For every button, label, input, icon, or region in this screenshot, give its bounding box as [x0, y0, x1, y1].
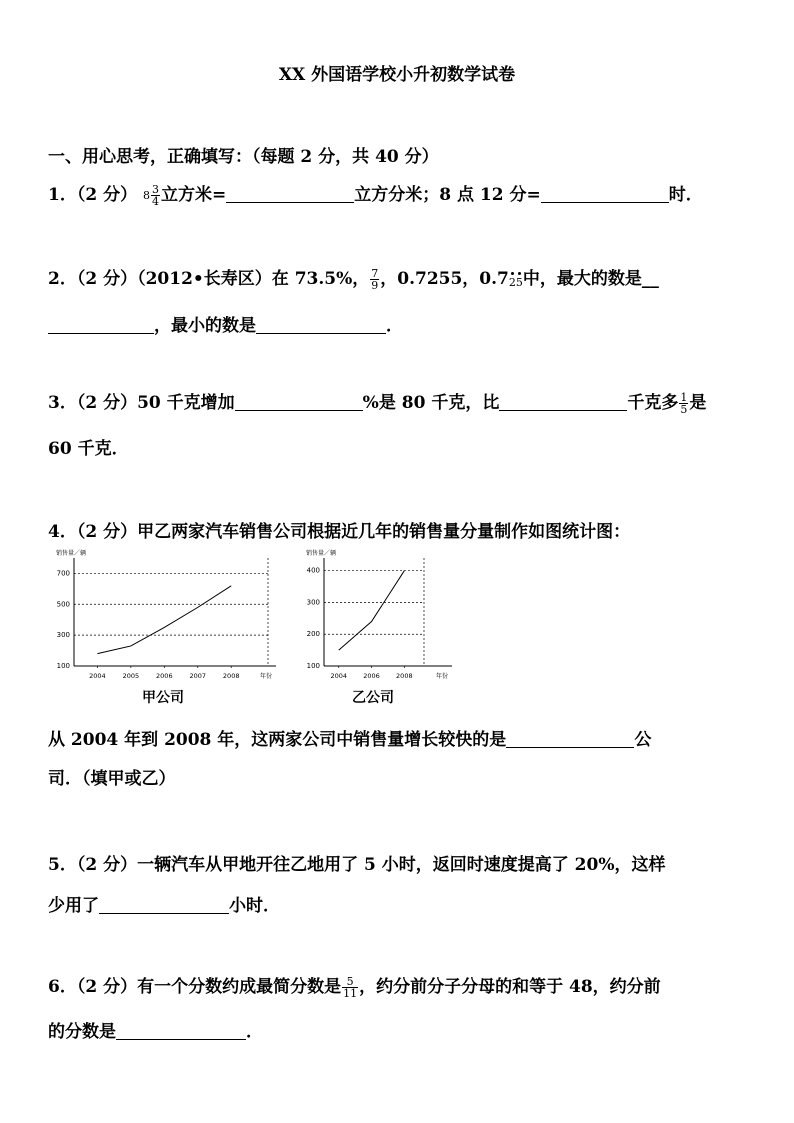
- question-4: [48, 517, 630, 542]
- chart-jia-ylabel: 销售量／辆: [56, 550, 87, 557]
- chart-yi-xtick-label: 2006: [363, 672, 380, 680]
- question-2-line-2: [48, 311, 403, 336]
- q3-fraction: $\frac{1}{5}$: [680, 391, 688, 416]
- q4-blank[interactable]: [506, 731, 634, 748]
- q1-blank-1[interactable]: [226, 186, 354, 203]
- section-heading: 一、用心思考，正确填写：（每题 2 分，共 40 分）: [48, 147, 439, 167]
- chart-yi-series-line: [339, 571, 405, 650]
- q2-text-e: ．: [386, 316, 403, 336]
- q5-text-a: 一辆汽车从甲地开往乙地用了 5 小时，返回时速度提高了 20%，这样: [137, 855, 666, 875]
- q4-text-b: 从 2004 年到 2008 年，这两家公司中销售量增长较快的是: [48, 730, 507, 750]
- q1-whole: 8: [143, 189, 151, 202]
- chart-jia-xtick-label: 2008: [222, 672, 240, 680]
- q6-score: （2 分）: [76, 977, 138, 997]
- chart-jia-ytick-label: 700: [56, 569, 70, 578]
- chart-yi-ytick-label: 300: [306, 598, 320, 607]
- chart-yi-xtick-label: 2008: [396, 672, 413, 680]
- q2-text-a: （2012•长寿区）在 73.5%，: [137, 269, 370, 289]
- q1-blank-2[interactable]: [541, 186, 669, 203]
- q4-number: 4．: [48, 522, 77, 542]
- q5-number: 5．: [48, 855, 77, 875]
- q3-number: 3．: [48, 393, 77, 413]
- question-6: [48, 972, 661, 999]
- question-3: [48, 388, 706, 415]
- q1-fraction: $\frac{3}{4}$: [152, 183, 160, 208]
- question-5: [48, 850, 666, 875]
- q6-fraction: $\frac{5}{11}$: [343, 975, 358, 1000]
- q2-fraction: $\frac{7}{9}$: [371, 267, 379, 292]
- q2-repeating-digit-2: 5: [515, 276, 523, 289]
- q3-text-e: 60 千克．: [48, 439, 129, 459]
- page-title: XX 外国语学校小升初数学试卷: [278, 65, 516, 85]
- q5-text-c: 小时．: [229, 896, 280, 916]
- q2-blank-2[interactable]: [256, 317, 386, 334]
- chart-yi-ytick-label: 200: [306, 630, 320, 639]
- chart-jia-series-line: [97, 586, 231, 654]
- q2-text-b: ，0.7255，0.7: [380, 269, 509, 289]
- chart-jia-ytick-label: 100: [56, 662, 70, 670]
- chart-jia-company: [48, 548, 278, 684]
- q1-number: 1．: [48, 185, 77, 205]
- chart-jia-xtick-label: 2004: [89, 672, 106, 680]
- question-2: [48, 264, 659, 291]
- q1-text-b: 立方分米；8 点 12 分=: [354, 185, 541, 205]
- q6-number: 6．: [48, 977, 77, 997]
- q5-text-b: 少用了: [48, 896, 99, 916]
- q6-blank[interactable]: [116, 1023, 246, 1040]
- q2-text-c: 中，最大的数是__: [522, 269, 659, 289]
- q1-text-a: 立方米=: [161, 185, 227, 205]
- question-1: [48, 180, 703, 207]
- chart-yi-company: [298, 548, 458, 684]
- q4-text-a: 甲乙两家汽车销售公司根据近几年的销售量分量制作如图统计图：: [137, 522, 631, 542]
- q6-text-b: ，约分前分子分母的和等于 48，约分前: [359, 977, 661, 997]
- caption-jia-company: 甲公司: [142, 690, 184, 706]
- q2-blank-1[interactable]: [48, 317, 154, 334]
- q3-text-b: %是 80 千克，比: [362, 393, 500, 413]
- chart-jia-xlabel: 年份: [259, 673, 272, 680]
- chart-jia-xtick-label: 2006: [156, 672, 173, 680]
- question-4-answer-line: [48, 725, 651, 750]
- q3-blank-2[interactable]: [499, 394, 627, 411]
- chart-jia-xtick-label: 2007: [189, 672, 207, 680]
- q3-text-d: 是: [689, 393, 707, 413]
- q6-text-d: ．: [246, 1022, 263, 1042]
- question-5-line-2: [48, 891, 280, 916]
- q6-text-a: 有一个分数约成最简分数是: [137, 977, 342, 997]
- q2-score: （2 分）: [76, 269, 138, 289]
- q1-text-c: 时．: [668, 185, 703, 205]
- q5-score: （2 分）: [76, 855, 138, 875]
- chart-yi-ylabel: 销售量／辆: [306, 550, 337, 557]
- q1-score: （2 分）: [76, 185, 138, 205]
- q2-number: 2．: [48, 269, 77, 289]
- chart-jia-xtick-label: 2005: [122, 672, 140, 680]
- q5-blank[interactable]: [99, 897, 229, 914]
- q4-score: （2 分）: [76, 522, 138, 542]
- chart-yi-ytick-label: 400: [306, 566, 320, 575]
- chart-yi-ytick-label: 100: [306, 662, 320, 670]
- chart-jia-ytick-label: 500: [56, 600, 70, 609]
- chart-jia-ytick-label: 300: [56, 631, 70, 640]
- q6-text-c: 的分数是: [48, 1022, 116, 1042]
- q4-text-c: 公: [634, 730, 652, 750]
- q3-text-a: 50 千克增加: [137, 393, 235, 413]
- q3-score: （2 分）: [76, 393, 138, 413]
- q4-text-d: 司．（填甲或乙）: [48, 769, 176, 789]
- caption-yi-company: 乙公司: [352, 690, 394, 706]
- q2-text-d: ，最小的数是: [154, 316, 256, 336]
- chart-yi-xlabel: 年份: [435, 673, 448, 680]
- q3-blank-1[interactable]: [235, 394, 363, 411]
- q2-repeating-digit-1: 2: [508, 276, 516, 289]
- question-6-line-2: [48, 1017, 263, 1042]
- q3-text-c: 千克多: [627, 393, 679, 413]
- chart-yi-xtick-label: 2004: [330, 672, 348, 680]
